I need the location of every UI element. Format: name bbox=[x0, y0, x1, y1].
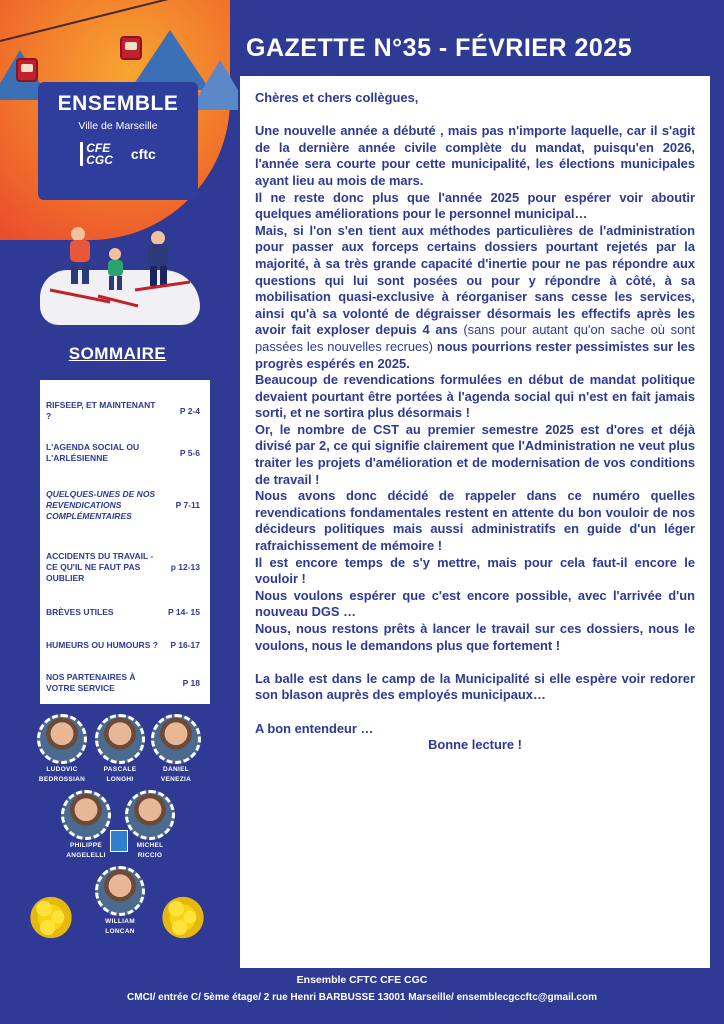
avatar bbox=[95, 866, 145, 916]
person-card bbox=[146, 714, 206, 784]
letter-paragraph: Beaucoup de revendications formulées en début de mandat politique devaient pourtant être portées à l'agenda social qui n'est en fait jamais sorti, et ne sortira plus désormais ! bbox=[255, 372, 695, 421]
mimosa-icon bbox=[158, 890, 208, 945]
toc-item[interactable] bbox=[46, 390, 204, 432]
team-photos bbox=[20, 710, 220, 980]
mimosa-icon bbox=[26, 890, 76, 945]
letter-greeting: Chères et chers collègues, bbox=[255, 90, 419, 105]
letter-text-bold: Mais, si l'on s'en tient aux méthodes particulières de l'administration pour passer aux forceps certains dossiers pourtant rejetés par la majorité, à sa très grande capacité d'inertie pour ne pas répondre aux questions qui lui sont posées ou pour y répondre à côté, à sa mobilisation quasi-exclusive à réorganiser sans cesse les services, ainsi qu'à sa volonté de dégraisser désormais les effectifs après les avoir fait exploser depuis 4 ans bbox=[255, 222, 695, 338]
skiers-icon bbox=[40, 220, 200, 320]
person-last-name: RICCIO bbox=[137, 852, 163, 859]
ensemble-brand-box bbox=[38, 82, 198, 200]
toc-item-label: NOS PARTENAIRES À VOTRE SERVICE bbox=[46, 672, 136, 693]
person-card bbox=[120, 790, 180, 860]
letter-text-bold: nous pourrions rester pessimistes sur les progrès espérés en 2025. bbox=[255, 338, 695, 371]
person-last-name: BEDROSSIAN bbox=[38, 776, 86, 783]
letter-paragraph: Nous voulons espérer que c'est encore possible, avec l'arrivée d'un nouveau DGS … bbox=[255, 587, 695, 620]
avatar bbox=[61, 790, 111, 840]
gondola-icon bbox=[16, 58, 38, 82]
person-card bbox=[32, 714, 92, 784]
footer-address: CMCI/ entrée C/ 5ème étage/ 2 rue Henri BARBUSSE 13001 Marseille/ ensemblecgccftc@gmail.com bbox=[127, 992, 597, 1003]
person-last-name: ANGELELLI bbox=[66, 852, 106, 859]
cfe-cgc-logo-line2: CGC bbox=[86, 153, 113, 167]
toc-item-label: ACCIDENTS DU TRAVAIL - CE QU'IL NE FAUT PAS OUBLIER bbox=[46, 550, 154, 583]
hero-illustration bbox=[0, 0, 238, 340]
toc-item[interactable] bbox=[46, 664, 204, 702]
person-first-name: LUDOVIC bbox=[46, 766, 78, 773]
gazette-title: GAZETTE N°35 - FÉVRIER 2025 bbox=[246, 34, 633, 62]
toc-item-page: P 18 bbox=[182, 678, 200, 688]
letter-paragraph: Il est encore temps de s'y mettre, mais pour cela faut-il encore le vouloir ! bbox=[255, 554, 695, 587]
avatar bbox=[125, 790, 175, 840]
union-logos bbox=[38, 142, 198, 166]
toc-item-page: P 7-11 bbox=[175, 500, 200, 510]
toc-item[interactable] bbox=[46, 536, 204, 598]
toc-item[interactable] bbox=[46, 474, 204, 536]
toc-item-label: BRÈVES UTILES bbox=[46, 606, 114, 617]
letter-closing: Bonne lecture ! bbox=[428, 737, 522, 753]
person-last-name: LONGHI bbox=[106, 776, 134, 783]
toc-item-label: L'AGENDA SOCIAL OU L'ARLÉSIENNE bbox=[46, 442, 140, 463]
avatar bbox=[95, 714, 145, 764]
toc-item[interactable] bbox=[46, 598, 204, 626]
brand-title: ENSEMBLE bbox=[57, 92, 179, 115]
person-first-name: PASCALE bbox=[103, 766, 137, 773]
toc-item-label: RIFSEEP, ET MAINTENANT ? bbox=[46, 400, 156, 421]
letter-paragraph: La balle est dans le camp de la Municipalité si elle espère voir redorer son blason auprès des employés municipaux… bbox=[255, 670, 695, 703]
person-first-name: DANIEL bbox=[163, 766, 189, 773]
gondola-icon bbox=[120, 36, 142, 60]
person-last-name: LONCAN bbox=[105, 928, 135, 935]
toc-item[interactable] bbox=[46, 626, 204, 664]
letter-paragraph: Une nouvelle année a débuté , mais pas n'importe laquelle, car il s'agit de la dernière année civile complète du mandat, puisqu'en 2026, l'année sera courte pour cette municipalité, les élections municipales ayant lieu au mois de mars. bbox=[255, 123, 695, 188]
avatar bbox=[37, 714, 87, 764]
person-first-name: MICHEL bbox=[136, 842, 164, 849]
person-card bbox=[56, 790, 116, 860]
letter-paragraph bbox=[255, 223, 695, 372]
footer bbox=[0, 972, 724, 1006]
toc-item-page: P 14- 15 bbox=[168, 607, 200, 617]
footer-organization: Ensemble CFTC CFE CGC bbox=[296, 974, 428, 986]
letter-paragraph: A bon entendeur … bbox=[255, 720, 374, 736]
person-last-name: VENEZIA bbox=[160, 776, 192, 783]
toc-item-page: p 12-13 bbox=[170, 562, 200, 572]
brand-subtitle: Ville de Marseille bbox=[78, 120, 158, 132]
table-of-contents bbox=[40, 380, 210, 704]
editorial-letter bbox=[240, 76, 710, 968]
person-first-name: WILLIAM bbox=[105, 918, 135, 925]
toc-item-page: P 16-17 bbox=[170, 640, 200, 650]
cfe-cgc-logo-line1: CFE bbox=[86, 141, 111, 155]
toc-item-page: P 5-6 bbox=[179, 448, 200, 458]
toc-item-label: QUELQUES-UNES DE NOS REVENDICATIONS COMPLÉMENTAIRES bbox=[46, 488, 156, 521]
toc-item-label: HUMEURS OU HUMOURS ? bbox=[46, 639, 158, 650]
sommaire-title: SOMMAIRE bbox=[68, 344, 167, 363]
person-first-name: PHILIPPE bbox=[69, 842, 103, 849]
letter-paragraph: Or, le nombre de CST au premier semestre 2025 est d'ores et déjà divisé par 2, ce qui signifie clairement que l'Administration ne veut plus traiter les projets d'amélioration et de modernisation de vos conditions de travail ! bbox=[255, 421, 695, 487]
letter-paragraph: Nous avons donc décidé de rappeler dans ce numéro quelles revendications fondamentales restent en attente du bon vouloir de nos décideurs politiques mais aussi administratifs en guide d'un léger rafraichissement de mémoire ! bbox=[255, 488, 695, 554]
cftc-logo: cftc bbox=[130, 146, 156, 162]
person-card bbox=[90, 866, 150, 936]
toc-item-page: P 2-4 bbox=[179, 406, 200, 416]
skiers-illustration bbox=[40, 220, 200, 330]
person-card bbox=[90, 714, 150, 784]
cfe-cgc-logo bbox=[80, 142, 113, 166]
letter-paragraph: Nous, nous restons prêts à lancer le travail sur ces dossiers, nous le voulons, nous le demandons plus que fortement ! bbox=[255, 621, 695, 653]
toc-item[interactable] bbox=[46, 432, 204, 474]
avatar bbox=[151, 714, 201, 764]
letter-paragraph: Il ne reste donc plus que l'année 2025 pour espérer voir aboutir quelques améliorations pour le personnel municipal… bbox=[255, 189, 695, 222]
letter-text-normal: (sans pour autant qu'on sache où sont passées les nouvelles recrues) bbox=[255, 322, 695, 354]
